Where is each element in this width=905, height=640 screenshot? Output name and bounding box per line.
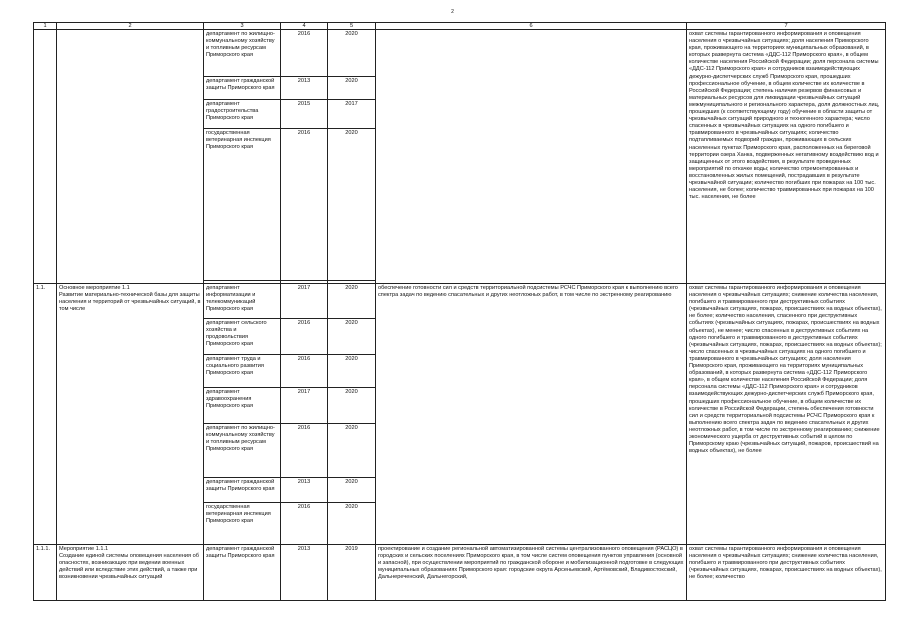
- end-year-cell: 2020: [328, 503, 376, 545]
- start-year-cell: 2016: [281, 503, 328, 545]
- end-year-cell: 2020: [328, 388, 376, 424]
- department-cell: департамент по жилищно-коммунальному хозяйству и топливным ресурсам Приморского края: [204, 424, 281, 478]
- column-header: 3: [204, 23, 281, 30]
- department-cell: департамент гражданской защиты Приморского края: [204, 77, 281, 100]
- expected-result-cell: [376, 30, 687, 284]
- item-name-cell: Основное мероприятие 1.1 Развитие материально-технической базы для защиты населения и территорий от чрезвычайных ситуаций, в том числе: [57, 284, 204, 545]
- end-year-cell: 2020: [328, 30, 376, 77]
- end-year-cell: 2017: [328, 100, 376, 129]
- end-year-cell: 2020: [328, 77, 376, 100]
- column-header: 2: [57, 23, 204, 30]
- end-year-cell: 2020: [328, 284, 376, 319]
- department-cell: департамент гражданской защиты Приморского края: [204, 478, 281, 503]
- start-year-cell: 2017: [281, 388, 328, 424]
- start-year-cell: 2017: [281, 284, 328, 319]
- department-cell: департамент по жилищно-коммунальному хозяйству и топливным ресурсам Приморского края: [204, 30, 281, 77]
- end-year-cell: 2019: [328, 545, 376, 601]
- department-cell: департамент градостроительства Приморского края: [204, 100, 281, 129]
- item-name-cell: [57, 30, 204, 284]
- item-number-cell: 1.1.: [34, 284, 57, 545]
- department-cell: департамент гражданской защиты Приморского края: [204, 545, 281, 601]
- end-year-cell: 2020: [328, 319, 376, 355]
- table-row: [34, 545, 886, 601]
- department-cell: департамент информатизации и телекоммуникаций Приморского края: [204, 284, 281, 319]
- end-year-cell: 2020: [328, 129, 376, 281]
- start-year-cell: 2016: [281, 30, 328, 77]
- end-year-cell: 2020: [328, 478, 376, 503]
- page-number: 2: [451, 9, 454, 15]
- program-table: [33, 22, 886, 601]
- start-year-cell: 2013: [281, 77, 328, 100]
- indicators-cell: охват системы гарантированного информирования и оповещения населения о чрезвычайных ситуациях; снижение количества населения, погибшего и травмированного при деструктивных событиях (чрезвычайных ситуациях, пожарах, происшествиях на водных объектах), не более; количество: [687, 545, 886, 601]
- column-header: 6: [376, 23, 687, 30]
- department-cell: департамент здравоохранения Приморского края: [204, 388, 281, 424]
- start-year-cell: 2016: [281, 129, 328, 281]
- end-year-cell: 2020: [328, 355, 376, 388]
- indicators-cell: охват системы гарантированного информирования и оповещения населения о чрезвычайных ситуациях; снижение количества населения, погибшего и травмированного при деструктивных событиях (чрезвычайных ситуациях, пожарах, происшествиях на водных объектах), не более; количество населения, спасенного при деструктивных событиях (чрезвычайных ситуациях, пожарах, происшествиях на водных объектах), не менее; число спасенных в деструктивных событиях на одного погибшего и травмированного в деструктивных событиях (чрезвычайных ситуациях, пожарах, происшествиях на водных объектах); число спасенных в чрезвычайных ситуациях на одного погибшего и травмированного в чрезвычайных ситуациях; доля населения Приморского края, проживающего на территориях муниципальных образований, в которых развернута система «ДДС-112 Приморского края», в общем количестве населения Российской Федерации; доля персонала системы «ДДС-112 Приморского края» и сотрудников взаимодействующих дежурно-диспетчерских служб Приморского края, прошедших профессиональное обучение, в общем количестве их количестве в Российской Федерации, степень обеспечения готовности сил и средств территориальной подсистемы РСЧС Приморского края к выполнению всего спектра задач по ведению спасательных и других неотложных работ, в том числе по экстренному реагированию; снижение экономического ущерба от деструктивных событий в целом по Приморскому краю (чрезвычайных ситуаций, пожаров, происшествий на водных объектах), не более: [687, 284, 886, 545]
- start-year-cell: 2016: [281, 319, 328, 355]
- column-number-row: [34, 23, 886, 30]
- column-header: 7: [687, 23, 886, 30]
- item-name-cell: Мероприятие 1.1.1 Создание единой системы оповещения населения об опасностях, возникающих при ведении военных действий или вследствие этих действий, а также при возникновении чрезвычайных ситуаций: [57, 545, 204, 601]
- start-year-cell: 2013: [281, 478, 328, 503]
- end-year-cell: 2020: [328, 424, 376, 478]
- expected-result-cell: обеспечение готовности сил и средств территориальной подсистемы РСЧС Приморского края к выполнению всего спектра задач по ведению спасательных и других неотложных работ, в том числе по экстренному реагированию: [376, 284, 687, 545]
- expected-result-cell: проектирование и создание региональной автоматизированной системы централизованного оповещения (РАСЦО) в городских и сельских поселениях Приморского края, в том числе систем оповещения пунктов управления (основной и запасной), при осуществлении мероприятий по гражданской обороне и мобилизационной подготовке в следующих муниципальных образованиях Приморского края: городские округа Арсеньевский, Артёмовский, Владивостокский, Дальнереченский, Дальнегорский,: [376, 545, 687, 601]
- department-cell: государственная ветеринарная инспекция Приморского края: [204, 129, 281, 281]
- indicators-cell: охват системы гарантированного информирования и оповещения населения о чрезвычайных ситуациях; доля населения Приморского края, проживающего на территориях муниципальных образований, в которых развернута система «ДДС-112 Приморского края», в общем количестве населения Российской Федерации; доля персонала системы «ДДС-112 Приморского края» и сотрудников взаимодействующих дежурно-диспетчерских служб Приморского края, прошедших профессиональное обучение, в общем количестве их количестве в Российской Федерации; степень наличия резервов финансовых и материальных ресурсов для ликвидации чрезвычайных ситуаций межмуниципального и регионального характера, доля должностных лиц, прошедших (к соответствующему году) обучение в области защиты от чрезвычайных ситуаций природного и техногенного характера; число спасенных в чрезвычайных ситуациях на одного погибшего и травмированного в чрезвычайных ситуациях; количество подтапливаемых подворий граждан, проживающих в сельских населенных пунктах Приморского края, расположенных на береговой территории озера Ханка, подверженных негативному воздействию вод и защищенных от этого воздействия, в результате проведенных мероприятий по откачке воды; количество отремонтированных и восстановленных жилых помещений, пострадавших в результате чрезвычайной ситуации; количество погибших при пожарах на 100 тыс. населения, не более; количество травмированных при пожарах на 100 тыс. населения, не более: [687, 30, 886, 284]
- item-number-cell: [34, 30, 57, 284]
- department-cell: государственная ветеринарная инспекция Приморского края: [204, 503, 281, 545]
- column-header: 1: [34, 23, 57, 30]
- start-year-cell: 2016: [281, 424, 328, 478]
- item-number-cell: 1.1.1.: [34, 545, 57, 601]
- column-header: 4: [281, 23, 328, 30]
- start-year-cell: 2013: [281, 545, 328, 601]
- department-cell: департамент сельского хозяйства и продовольствия Приморского края: [204, 319, 281, 355]
- department-cell: департамент труда и социального развития Приморского края: [204, 355, 281, 388]
- table-row: [34, 30, 886, 77]
- start-year-cell: 2015: [281, 100, 328, 129]
- table-row: [34, 284, 886, 319]
- start-year-cell: 2016: [281, 355, 328, 388]
- column-header: 5: [328, 23, 376, 30]
